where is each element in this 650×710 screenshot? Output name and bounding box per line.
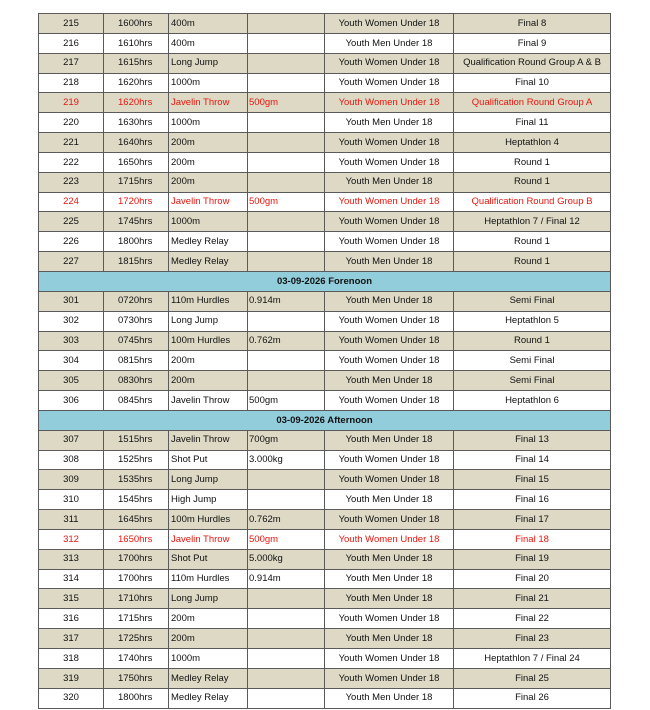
- event-category-cell: Youth Women Under 18: [325, 351, 454, 371]
- event-round-cell: Round 1: [454, 331, 611, 351]
- event-number-cell: 314: [39, 569, 104, 589]
- event-round-cell: Final 9: [454, 33, 611, 53]
- event-row: [39, 371, 611, 391]
- event-spec-cell: [248, 311, 325, 331]
- event-time-cell: 1650hrs: [104, 152, 169, 172]
- event-row: [39, 688, 611, 708]
- event-name-cell: 400m: [169, 33, 248, 53]
- event-round-cell: Final 17: [454, 510, 611, 530]
- event-number-cell: 219: [39, 93, 104, 113]
- event-number-cell: 320: [39, 688, 104, 708]
- event-number-cell: 302: [39, 311, 104, 331]
- event-row: [39, 629, 611, 649]
- event-spec-cell: [248, 14, 325, 34]
- event-number-cell: 303: [39, 331, 104, 351]
- event-row: [39, 252, 611, 272]
- event-round-cell: Round 1: [454, 172, 611, 192]
- event-time-cell: 1620hrs: [104, 73, 169, 93]
- event-time-cell: 1740hrs: [104, 649, 169, 669]
- event-row: [39, 232, 611, 252]
- event-time-cell: 1600hrs: [104, 14, 169, 34]
- event-number-cell: 215: [39, 14, 104, 34]
- event-time-cell: 1525hrs: [104, 450, 169, 470]
- event-spec-cell: [248, 351, 325, 371]
- event-round-cell: Final 8: [454, 14, 611, 34]
- event-time-cell: 1720hrs: [104, 192, 169, 212]
- event-spec-cell: [248, 113, 325, 133]
- event-row: [39, 609, 611, 629]
- event-number-cell: 309: [39, 470, 104, 490]
- event-name-cell: Javelin Throw: [169, 192, 248, 212]
- event-time-cell: 0745hrs: [104, 331, 169, 351]
- event-spec-cell: [248, 53, 325, 73]
- event-number-cell: 223: [39, 172, 104, 192]
- event-time-cell: 1745hrs: [104, 212, 169, 232]
- event-number-cell: 218: [39, 73, 104, 93]
- event-spec-cell: [248, 252, 325, 272]
- event-time-cell: 1800hrs: [104, 688, 169, 708]
- event-round-cell: Final 22: [454, 609, 611, 629]
- event-name-cell: 110m Hurdles: [169, 569, 248, 589]
- event-name-cell: 200m: [169, 371, 248, 391]
- event-spec-cell: [248, 668, 325, 688]
- event-spec-cell: [248, 629, 325, 649]
- event-round-cell: Final 19: [454, 549, 611, 569]
- schedule-table: [38, 13, 611, 709]
- event-name-cell: 200m: [169, 152, 248, 172]
- event-spec-cell: 700gm: [248, 430, 325, 450]
- event-row: [39, 490, 611, 510]
- event-name-cell: 100m Hurdles: [169, 510, 248, 530]
- event-category-cell: Youth Men Under 18: [325, 291, 454, 311]
- event-row: [39, 450, 611, 470]
- event-category-cell: Youth Men Under 18: [325, 569, 454, 589]
- event-name-cell: Javelin Throw: [169, 430, 248, 450]
- section-title: 03-09-2026 Afternoon: [39, 410, 611, 430]
- event-number-cell: 305: [39, 371, 104, 391]
- event-row: [39, 391, 611, 411]
- event-row: [39, 133, 611, 153]
- event-round-cell: Final 10: [454, 73, 611, 93]
- event-name-cell: Javelin Throw: [169, 93, 248, 113]
- event-category-cell: Youth Men Under 18: [325, 549, 454, 569]
- event-name-cell: Medley Relay: [169, 232, 248, 252]
- event-category-cell: Youth Men Under 18: [325, 589, 454, 609]
- event-number-cell: 306: [39, 391, 104, 411]
- event-category-cell: Youth Women Under 18: [325, 510, 454, 530]
- event-round-cell: Heptathlon 4: [454, 133, 611, 153]
- event-round-cell: Final 11: [454, 113, 611, 133]
- event-spec-cell: [248, 649, 325, 669]
- event-spec-cell: [248, 33, 325, 53]
- event-round-cell: Final 26: [454, 688, 611, 708]
- schedule-body: [39, 14, 611, 709]
- event-round-cell: Semi Final: [454, 291, 611, 311]
- event-name-cell: Long Jump: [169, 589, 248, 609]
- event-name-cell: Javelin Throw: [169, 391, 248, 411]
- event-row: [39, 470, 611, 490]
- event-spec-cell: 0.762m: [248, 331, 325, 351]
- event-category-cell: Youth Men Under 18: [325, 490, 454, 510]
- section-header-row: [39, 271, 611, 291]
- event-name-cell: Medley Relay: [169, 252, 248, 272]
- event-row: [39, 192, 611, 212]
- event-spec-cell: 500gm: [248, 93, 325, 113]
- event-name-cell: 400m: [169, 14, 248, 34]
- event-category-cell: Youth Women Under 18: [325, 232, 454, 252]
- event-round-cell: Final 25: [454, 668, 611, 688]
- event-row: [39, 549, 611, 569]
- event-round-cell: Final 13: [454, 430, 611, 450]
- event-time-cell: 1645hrs: [104, 510, 169, 530]
- event-spec-cell: [248, 152, 325, 172]
- event-spec-cell: [248, 133, 325, 153]
- event-number-cell: 226: [39, 232, 104, 252]
- event-time-cell: 1815hrs: [104, 252, 169, 272]
- event-time-cell: 1515hrs: [104, 430, 169, 450]
- event-number-cell: 316: [39, 609, 104, 629]
- event-spec-cell: 5.000kg: [248, 549, 325, 569]
- event-category-cell: Youth Women Under 18: [325, 470, 454, 490]
- event-number-cell: 317: [39, 629, 104, 649]
- event-time-cell: 0720hrs: [104, 291, 169, 311]
- event-number-cell: 304: [39, 351, 104, 371]
- event-number-cell: 227: [39, 252, 104, 272]
- event-category-cell: Youth Men Under 18: [325, 371, 454, 391]
- event-row: [39, 73, 611, 93]
- event-spec-cell: [248, 688, 325, 708]
- event-time-cell: 1715hrs: [104, 609, 169, 629]
- event-name-cell: 200m: [169, 172, 248, 192]
- event-number-cell: 222: [39, 152, 104, 172]
- event-name-cell: 1000m: [169, 73, 248, 93]
- event-category-cell: Youth Men Under 18: [325, 430, 454, 450]
- event-number-cell: 308: [39, 450, 104, 470]
- event-round-cell: Semi Final: [454, 351, 611, 371]
- event-spec-cell: 500gm: [248, 192, 325, 212]
- event-name-cell: Medley Relay: [169, 688, 248, 708]
- event-category-cell: Youth Women Under 18: [325, 668, 454, 688]
- event-category-cell: Youth Women Under 18: [325, 212, 454, 232]
- event-number-cell: 313: [39, 549, 104, 569]
- event-name-cell: 1000m: [169, 212, 248, 232]
- event-row: [39, 668, 611, 688]
- event-number-cell: 319: [39, 668, 104, 688]
- event-name-cell: Long Jump: [169, 53, 248, 73]
- event-number-cell: 311: [39, 510, 104, 530]
- event-spec-cell: [248, 172, 325, 192]
- event-number-cell: 224: [39, 192, 104, 212]
- event-round-cell: Final 20: [454, 569, 611, 589]
- event-category-cell: Youth Women Under 18: [325, 93, 454, 113]
- event-round-cell: Round 1: [454, 252, 611, 272]
- event-name-cell: 200m: [169, 609, 248, 629]
- event-category-cell: Youth Women Under 18: [325, 14, 454, 34]
- event-name-cell: 1000m: [169, 649, 248, 669]
- event-row: [39, 529, 611, 549]
- event-time-cell: 1620hrs: [104, 93, 169, 113]
- event-category-cell: Youth Men Under 18: [325, 629, 454, 649]
- event-round-cell: Final 18: [454, 529, 611, 549]
- event-row: [39, 93, 611, 113]
- event-row: [39, 14, 611, 34]
- event-name-cell: Long Jump: [169, 470, 248, 490]
- event-row: [39, 53, 611, 73]
- event-name-cell: 200m: [169, 629, 248, 649]
- event-name-cell: 200m: [169, 351, 248, 371]
- section-header-row: [39, 410, 611, 430]
- event-category-cell: Youth Men Under 18: [325, 252, 454, 272]
- event-name-cell: 110m Hurdles: [169, 291, 248, 311]
- event-time-cell: 1800hrs: [104, 232, 169, 252]
- event-row: [39, 589, 611, 609]
- event-spec-cell: 0.762m: [248, 510, 325, 530]
- event-round-cell: Final 21: [454, 589, 611, 609]
- event-category-cell: Youth Men Under 18: [325, 33, 454, 53]
- event-time-cell: 1545hrs: [104, 490, 169, 510]
- event-spec-cell: 500gm: [248, 391, 325, 411]
- event-row: [39, 291, 611, 311]
- event-time-cell: 0815hrs: [104, 351, 169, 371]
- event-row: [39, 351, 611, 371]
- event-row: [39, 331, 611, 351]
- event-round-cell: Qualification Round Group A & B: [454, 53, 611, 73]
- event-number-cell: 217: [39, 53, 104, 73]
- event-category-cell: Youth Women Under 18: [325, 391, 454, 411]
- event-time-cell: 1700hrs: [104, 569, 169, 589]
- event-category-cell: Youth Women Under 18: [325, 53, 454, 73]
- event-number-cell: 315: [39, 589, 104, 609]
- event-name-cell: High Jump: [169, 490, 248, 510]
- event-round-cell: Round 1: [454, 152, 611, 172]
- event-category-cell: Youth Women Under 18: [325, 311, 454, 331]
- event-time-cell: 1710hrs: [104, 589, 169, 609]
- event-row: [39, 311, 611, 331]
- event-time-cell: 1750hrs: [104, 668, 169, 688]
- event-spec-cell: [248, 470, 325, 490]
- event-category-cell: Youth Women Under 18: [325, 152, 454, 172]
- event-row: [39, 510, 611, 530]
- event-spec-cell: [248, 73, 325, 93]
- event-round-cell: Heptathlon 6: [454, 391, 611, 411]
- event-round-cell: Qualification Round Group B: [454, 192, 611, 212]
- event-round-cell: Semi Final: [454, 371, 611, 391]
- event-category-cell: Youth Women Under 18: [325, 331, 454, 351]
- event-row: [39, 569, 611, 589]
- event-category-cell: Youth Women Under 18: [325, 192, 454, 212]
- event-time-cell: 0730hrs: [104, 311, 169, 331]
- event-number-cell: 225: [39, 212, 104, 232]
- event-name-cell: Long Jump: [169, 311, 248, 331]
- event-time-cell: 1715hrs: [104, 172, 169, 192]
- event-row: [39, 649, 611, 669]
- event-round-cell: Round 1: [454, 232, 611, 252]
- event-spec-cell: [248, 232, 325, 252]
- event-round-cell: Heptathlon 7 / Final 12: [454, 212, 611, 232]
- event-time-cell: 1535hrs: [104, 470, 169, 490]
- event-category-cell: Youth Women Under 18: [325, 73, 454, 93]
- event-time-cell: 0830hrs: [104, 371, 169, 391]
- event-number-cell: 310: [39, 490, 104, 510]
- event-category-cell: Youth Women Under 18: [325, 133, 454, 153]
- event-time-cell: 1630hrs: [104, 113, 169, 133]
- event-number-cell: 307: [39, 430, 104, 450]
- event-name-cell: Shot Put: [169, 549, 248, 569]
- event-spec-cell: [248, 609, 325, 629]
- event-number-cell: 318: [39, 649, 104, 669]
- event-spec-cell: [248, 490, 325, 510]
- event-round-cell: Final 16: [454, 490, 611, 510]
- event-round-cell: Final 15: [454, 470, 611, 490]
- event-category-cell: Youth Men Under 18: [325, 172, 454, 192]
- event-number-cell: 216: [39, 33, 104, 53]
- event-row: [39, 152, 611, 172]
- event-row: [39, 33, 611, 53]
- event-name-cell: 100m Hurdles: [169, 331, 248, 351]
- event-name-cell: Javelin Throw: [169, 529, 248, 549]
- event-category-cell: Youth Women Under 18: [325, 609, 454, 629]
- event-number-cell: 220: [39, 113, 104, 133]
- event-spec-cell: [248, 212, 325, 232]
- event-round-cell: Final 23: [454, 629, 611, 649]
- event-time-cell: 0845hrs: [104, 391, 169, 411]
- event-number-cell: 221: [39, 133, 104, 153]
- event-name-cell: Shot Put: [169, 450, 248, 470]
- section-title: 03-09-2026 Forenoon: [39, 271, 611, 291]
- event-time-cell: 1615hrs: [104, 53, 169, 73]
- event-category-cell: Youth Men Under 18: [325, 113, 454, 133]
- event-number-cell: 312: [39, 529, 104, 549]
- event-spec-cell: [248, 589, 325, 609]
- event-round-cell: Qualification Round Group A: [454, 93, 611, 113]
- event-name-cell: 1000m: [169, 113, 248, 133]
- event-round-cell: Final 14: [454, 450, 611, 470]
- event-name-cell: 200m: [169, 133, 248, 153]
- event-number-cell: 301: [39, 291, 104, 311]
- event-spec-cell: 500gm: [248, 529, 325, 549]
- event-row: [39, 430, 611, 450]
- event-time-cell: 1610hrs: [104, 33, 169, 53]
- event-category-cell: Youth Women Under 18: [325, 649, 454, 669]
- event-time-cell: 1700hrs: [104, 549, 169, 569]
- event-round-cell: Heptathlon 7 / Final 24: [454, 649, 611, 669]
- event-time-cell: 1725hrs: [104, 629, 169, 649]
- event-round-cell: Heptathlon 5: [454, 311, 611, 331]
- event-time-cell: 1650hrs: [104, 529, 169, 549]
- event-spec-cell: 0.914m: [248, 291, 325, 311]
- event-time-cell: 1640hrs: [104, 133, 169, 153]
- event-spec-cell: [248, 371, 325, 391]
- event-row: [39, 172, 611, 192]
- event-category-cell: Youth Women Under 18: [325, 529, 454, 549]
- event-category-cell: Youth Women Under 18: [325, 450, 454, 470]
- event-row: [39, 113, 611, 133]
- event-spec-cell: 0.914m: [248, 569, 325, 589]
- event-row: [39, 212, 611, 232]
- event-spec-cell: 3.000kg: [248, 450, 325, 470]
- event-name-cell: Medley Relay: [169, 668, 248, 688]
- event-category-cell: Youth Men Under 18: [325, 688, 454, 708]
